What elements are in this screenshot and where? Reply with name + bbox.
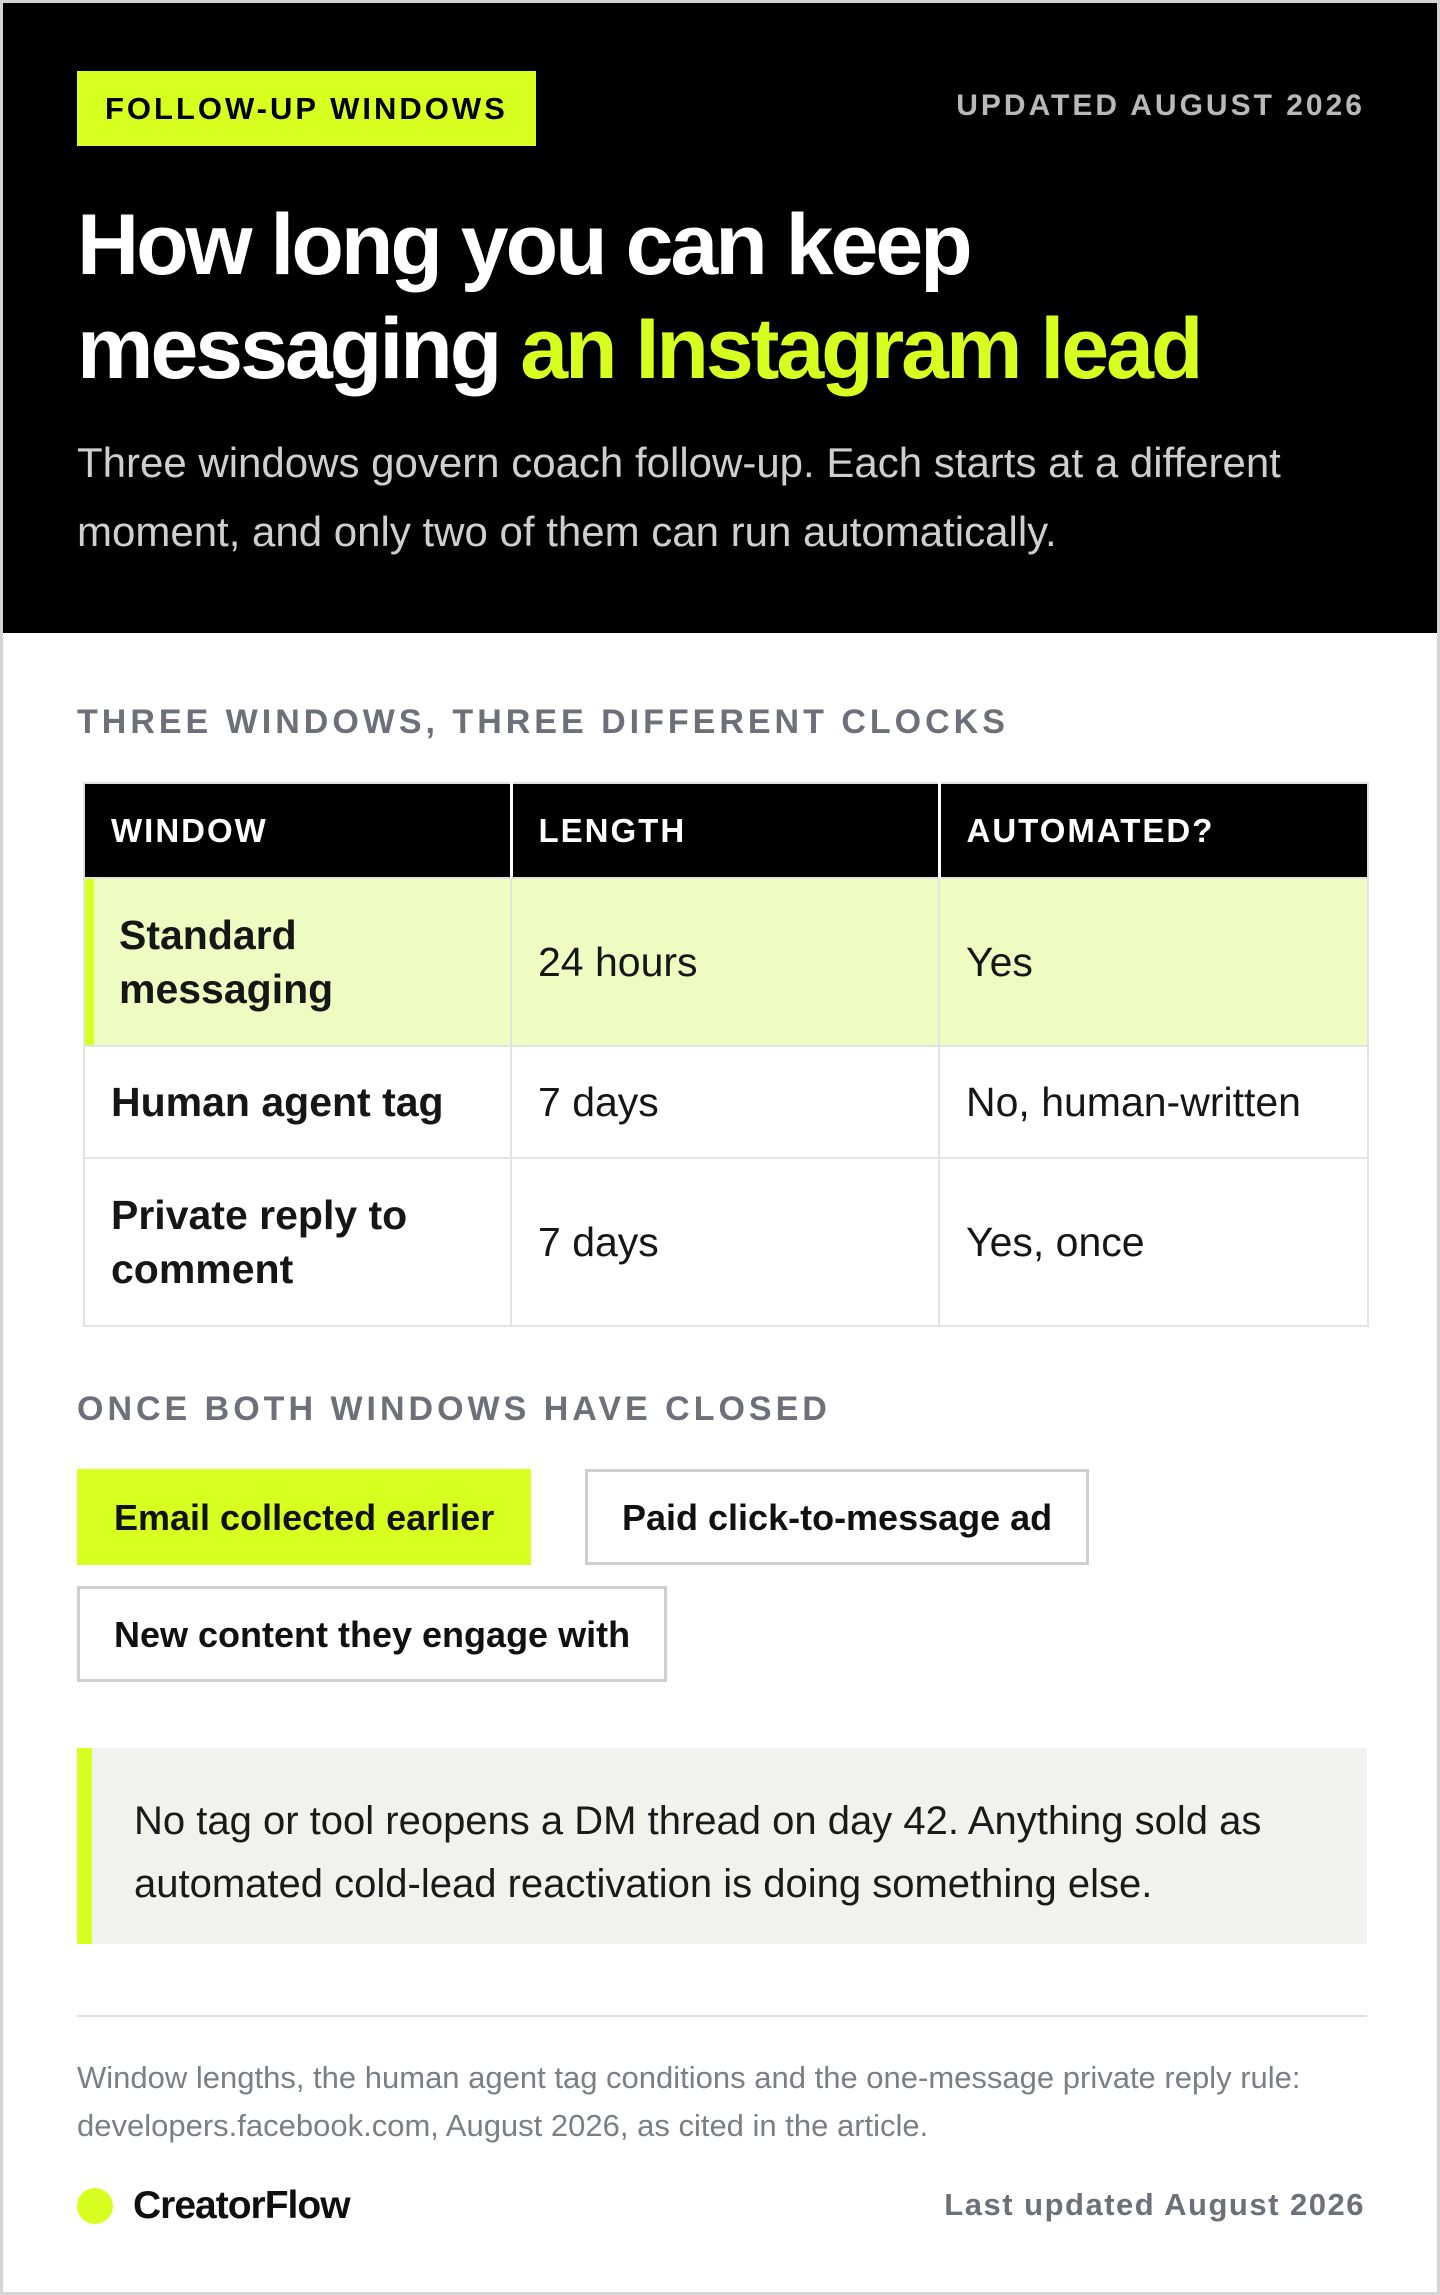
- eyebrow-badge: FOLLOW-UP WINDOWS: [77, 71, 536, 146]
- chip-email-collected: Email collected earlier: [77, 1469, 531, 1565]
- brand-dot-icon: [77, 2188, 113, 2224]
- windows-section-label: THREE WINDOWS, THREE DIFFERENT CLOCKS: [77, 703, 1009, 741]
- source-citation: Window lengths, the human agent tag conditions and the one-message private reply rule: developers.facebook.com, August 2026, as cited in the article.: [77, 2060, 1301, 2143]
- table-row-human-agent-tag: [84, 1046, 1368, 1158]
- chip-paid-ad: Paid click-to-message ad: [585, 1469, 1089, 1565]
- brand-logo: [77, 2181, 350, 2231]
- chip-new-content: New content they engage with: [77, 1586, 667, 1682]
- title-line-2: messaging: [77, 301, 500, 397]
- window-length: 7 days: [511, 1158, 939, 1326]
- divider: [77, 2015, 1367, 2017]
- window-length: 7 days: [511, 1046, 939, 1158]
- updated-date: UPDATED AUGUST 2026: [956, 89, 1365, 122]
- callout-note: No tag or tool reopens a DM thread on day 42. Anything sold as automated cold-lead reactivation is doing something else.: [77, 1748, 1367, 1944]
- windows-table: [83, 782, 1369, 1327]
- closed-section-label: ONCE BOTH WINDOWS HAVE CLOSED: [77, 1390, 831, 1428]
- window-name: Private reply to comment: [84, 1158, 511, 1326]
- column-header-automated: AUTOMATED?: [939, 783, 1368, 878]
- column-header-window: WINDOW: [84, 783, 511, 878]
- table-row-private-reply: [84, 1158, 1368, 1326]
- title-line-1: How long you can keep: [77, 197, 970, 293]
- table-header-row: [84, 783, 1368, 878]
- window-name: Human agent tag: [84, 1046, 511, 1158]
- title-highlight: an Instagram lead: [520, 301, 1201, 397]
- window-name: Standard messaging: [84, 878, 511, 1046]
- window-length: 24 hours: [511, 878, 939, 1046]
- last-updated: Last updated August 2026: [944, 2187, 1365, 2222]
- window-automated: No, human-written: [939, 1046, 1368, 1158]
- subtitle: Three windows govern coach follow-up. Each starts at a different moment, and only two of them can run automatically.: [77, 439, 1281, 555]
- column-header-length: LENGTH: [511, 783, 939, 878]
- table-row-standard-messaging: [84, 878, 1368, 1046]
- page-title: [77, 193, 1377, 401]
- window-automated: Yes: [939, 878, 1368, 1046]
- hero-header: [3, 3, 1437, 633]
- window-automated: Yes, once: [939, 1158, 1368, 1326]
- brand-name: CreatorFlow: [133, 2184, 350, 2227]
